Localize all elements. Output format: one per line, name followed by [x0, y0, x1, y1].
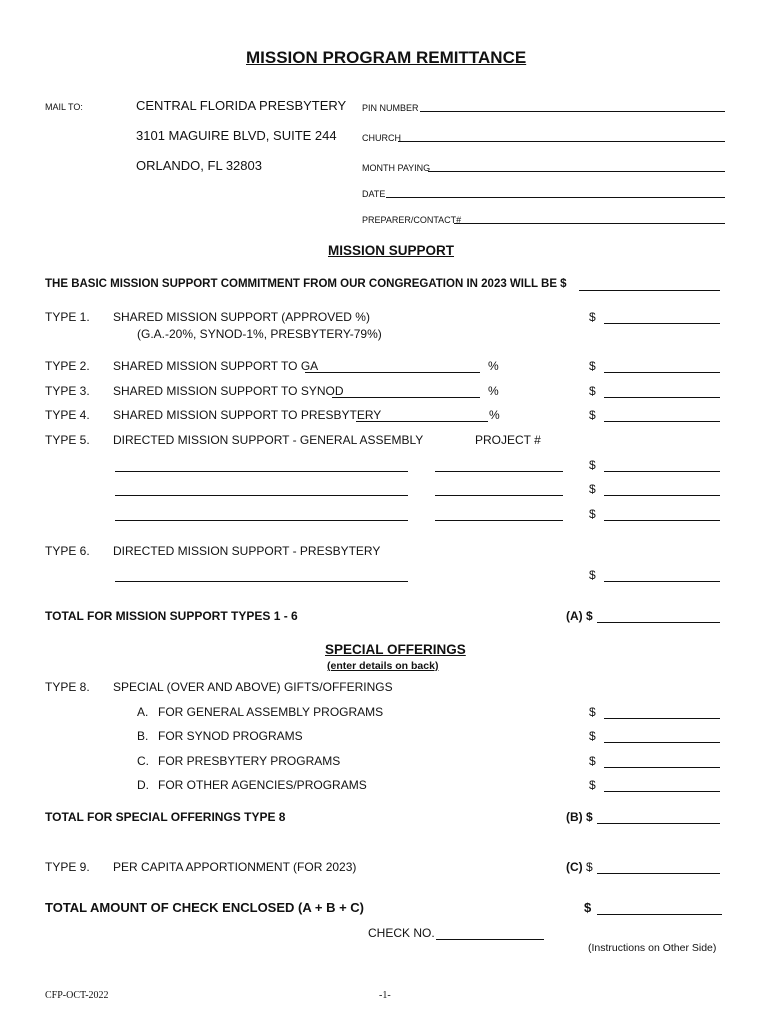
offering-d-amount-field[interactable] — [604, 791, 720, 792]
page-title: MISSION PROGRAM REMITTANCE — [246, 48, 527, 67]
type5-row1-desc-field[interactable] — [115, 471, 408, 472]
special-offerings-heading: SPECIAL OFFERINGS — [325, 642, 466, 657]
total-a-amount-field[interactable] — [597, 622, 720, 623]
type5-row2-dollar: $ — [589, 482, 596, 496]
type6-dollar: $ — [589, 568, 596, 582]
offering-c-text: FOR PRESBYTERY PROGRAMS — [158, 754, 341, 768]
type6-label: TYPE 6. — [45, 544, 90, 558]
type5-label: TYPE 5. — [45, 433, 90, 447]
address-line-2: 3101 MAGUIRE BLVD, SUITE 244 — [136, 128, 337, 143]
type1-dollar: $ — [589, 310, 596, 324]
type2-percent-field[interactable] — [305, 372, 480, 373]
type2-desc: SHARED MISSION SUPPORT TO GA — [113, 359, 319, 373]
type2-dollar: $ — [589, 359, 596, 373]
mission-support-heading: MISSION SUPPORT — [328, 243, 455, 258]
type9-desc: PER CAPITA APPORTIONMENT (FOR 2023) — [113, 860, 357, 874]
type1-desc: SHARED MISSION SUPPORT (APPROVED %) — [113, 310, 370, 324]
preparer-contact-field[interactable] — [454, 223, 725, 224]
offering-c-amount-field[interactable] — [604, 767, 720, 768]
type3-amount-field[interactable] — [604, 397, 720, 398]
month-paying-label: MONTH PAYING — [362, 163, 431, 173]
type1-sub: (G.A.-20%, SYNOD-1%, PRESBYTERY-79%) — [137, 327, 382, 341]
offering-d-dollar: $ — [589, 778, 596, 792]
type4-amount-field[interactable] — [604, 421, 720, 422]
offering-a-dollar: $ — [589, 705, 596, 719]
page-number: -1- — [379, 990, 391, 1001]
offering-a-text: FOR GENERAL ASSEMBLY PROGRAMS — [158, 705, 384, 719]
grand-total-label: TOTAL AMOUNT OF CHECK ENCLOSED (A + B + C) — [45, 900, 364, 915]
type6-desc: DIRECTED MISSION SUPPORT - PRESBYTERY — [113, 544, 381, 558]
total-b-amount-field[interactable] — [597, 823, 720, 824]
type3-percent-field[interactable] — [332, 397, 480, 398]
type5-desc: DIRECTED MISSION SUPPORT - GENERAL ASSEMBLY — [113, 433, 424, 447]
type8-desc: SPECIAL (OVER AND ABOVE) GIFTS/OFFERINGS — [113, 680, 393, 694]
type5-row1-project-field[interactable] — [435, 471, 563, 472]
offering-b-amount-field[interactable] — [604, 742, 720, 743]
address-line-3: ORLANDO, FL 32803 — [136, 158, 262, 173]
type3-percent: % — [488, 384, 499, 398]
type5-row1-amount-field[interactable] — [604, 471, 720, 472]
offering-b-letter: B. — [137, 729, 149, 743]
offering-d-text: FOR OTHER AGENCIES/PROGRAMS — [158, 778, 367, 792]
total-special-offerings-label: TOTAL FOR SPECIAL OFFERINGS TYPE 8 — [45, 810, 286, 824]
type1-amount-field[interactable] — [604, 323, 720, 324]
special-offerings-note: (enter details on back) — [327, 660, 439, 672]
church-label: CHURCH — [362, 133, 401, 143]
type4-percent-field[interactable] — [356, 421, 488, 422]
type5-row2-amount-field[interactable] — [604, 495, 720, 496]
type5-row1-dollar: $ — [589, 458, 596, 472]
grand-total-dollar: $ — [584, 900, 592, 915]
type9-label: TYPE 9. — [45, 860, 90, 874]
type4-percent: % — [489, 408, 500, 422]
offering-a-amount-field[interactable] — [604, 718, 720, 719]
type6-amount-field[interactable] — [604, 581, 720, 582]
type3-desc: SHARED MISSION SUPPORT TO SYNOD — [113, 384, 344, 398]
commitment-amount-field[interactable] — [579, 290, 720, 291]
month-paying-field[interactable] — [428, 171, 725, 172]
date-field[interactable] — [386, 197, 725, 198]
offering-d-letter: D. — [137, 778, 149, 792]
offering-c-dollar: $ — [589, 754, 596, 768]
type3-dollar: $ — [589, 384, 596, 398]
total-c-dollar: $ — [586, 860, 593, 874]
total-c-code: (C) — [566, 860, 583, 874]
type4-desc: SHARED MISSION SUPPORT TO PRESBYTERY — [113, 408, 382, 422]
pin-number-label: PIN NUMBER — [362, 103, 419, 113]
type6-desc-field[interactable] — [115, 581, 408, 582]
date-label: DATE — [362, 189, 386, 199]
type5-row3-amount-field[interactable] — [604, 520, 720, 521]
offering-b-dollar: $ — [589, 729, 596, 743]
commitment-text: THE BASIC MISSION SUPPORT COMMITMENT FROM OUR CONGREGATION IN 2023 WILL BE $ — [45, 278, 567, 290]
type5-row3-dollar: $ — [589, 507, 596, 521]
type8-label: TYPE 8. — [45, 680, 90, 694]
check-no-label: CHECK NO. — [368, 926, 435, 940]
type5-row3-desc-field[interactable] — [115, 520, 408, 521]
type4-dollar: $ — [589, 408, 596, 422]
type5-row2-project-field[interactable] — [435, 495, 563, 496]
total-b-code: (B) $ — [566, 810, 593, 824]
offering-b-text: FOR SYNOD PROGRAMS — [158, 729, 303, 743]
mail-to-label: MAIL TO: — [45, 102, 83, 112]
address-line-1: CENTRAL FLORIDA PRESBYTERY — [136, 98, 347, 113]
type2-label: TYPE 2. — [45, 359, 90, 373]
type2-amount-field[interactable] — [604, 372, 720, 373]
preparer-contact-label: PREPARER/CONTACT# — [362, 215, 462, 225]
offering-a-letter: A. — [137, 705, 149, 719]
pin-number-field[interactable] — [420, 111, 725, 112]
offering-c-letter: C. — [137, 754, 149, 768]
form-code: CFP-OCT-2022 — [45, 990, 109, 1001]
type4-label: TYPE 4. — [45, 408, 90, 422]
type5-row3-project-field[interactable] — [435, 520, 563, 521]
type1-label: TYPE 1. — [45, 310, 90, 324]
type5-project-label: PROJECT # — [475, 433, 541, 447]
church-field[interactable] — [398, 141, 725, 142]
total-c-amount-field[interactable] — [597, 873, 720, 874]
check-no-field[interactable] — [436, 939, 544, 940]
instructions-note: (Instructions on Other Side) — [588, 942, 717, 954]
total-a-code: (A) $ — [566, 609, 593, 623]
total-mission-support-label: TOTAL FOR MISSION SUPPORT TYPES 1 - 6 — [45, 609, 298, 623]
grand-total-amount-field[interactable] — [597, 914, 722, 915]
type2-percent: % — [488, 359, 499, 373]
type5-row2-desc-field[interactable] — [115, 495, 408, 496]
type3-label: TYPE 3. — [45, 384, 90, 398]
